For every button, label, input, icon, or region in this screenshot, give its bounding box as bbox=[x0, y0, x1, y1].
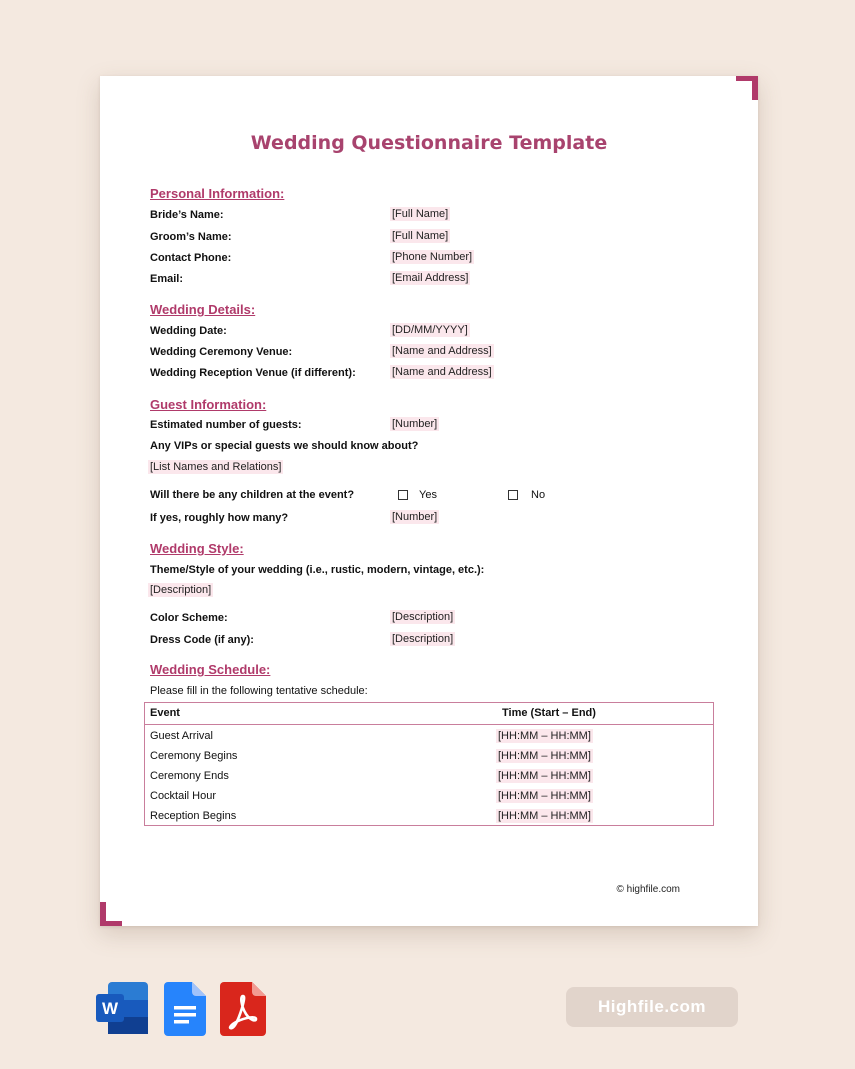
dress-code-field[interactable]: [Description] bbox=[392, 633, 454, 645]
schedule-intro: Please fill in the following tentative schedule: bbox=[150, 685, 368, 697]
reception-venue-label: Wedding Reception Venue (if different): bbox=[150, 367, 356, 379]
theme-field[interactable]: [Description] bbox=[150, 584, 212, 596]
table-row bbox=[145, 766, 713, 786]
yes-label: Yes bbox=[419, 489, 437, 501]
wedding-date-field[interactable]: [DD/MM/YYYY] bbox=[392, 324, 468, 336]
time-field[interactable]: [HH:MM – HH:MM] bbox=[498, 770, 591, 782]
brand-badge: Highfile.com bbox=[566, 987, 738, 1027]
estimated-guests-field[interactable]: [Number] bbox=[392, 418, 438, 430]
wedding-date-label: Wedding Date: bbox=[150, 325, 227, 337]
color-scheme-field[interactable]: [Description] bbox=[392, 611, 454, 623]
time-field[interactable]: [HH:MM – HH:MM] bbox=[498, 750, 591, 762]
dress-code-label: Dress Code (if any): bbox=[150, 634, 254, 646]
table-row bbox=[145, 806, 713, 826]
table-row bbox=[145, 746, 713, 766]
schedule-table bbox=[144, 702, 714, 826]
table-header bbox=[145, 703, 713, 725]
column-header-event: Event bbox=[150, 707, 180, 719]
section-heading-wedding-schedule: Wedding Schedule: bbox=[150, 662, 271, 677]
section-heading-personal: Personal Information: bbox=[150, 186, 285, 201]
color-scheme-label: Color Scheme: bbox=[150, 612, 228, 624]
event-cell: Ceremony Ends bbox=[150, 770, 229, 782]
email-label: Email: bbox=[150, 273, 184, 285]
time-field[interactable]: [HH:MM – HH:MM] bbox=[498, 790, 591, 802]
table-row bbox=[145, 786, 713, 806]
document-page bbox=[100, 76, 758, 926]
reception-venue-field[interactable]: [Name and Address] bbox=[392, 366, 492, 378]
theme-question: Theme/Style of your wedding (i.e., rustic, modern, vintage, etc.): bbox=[150, 564, 485, 576]
word-icon[interactable] bbox=[96, 980, 148, 1036]
event-cell: Reception Begins bbox=[150, 810, 237, 822]
vips-question: Any VIPs or special guests we should know about? bbox=[150, 440, 419, 452]
how-many-children-field[interactable]: [Number] bbox=[392, 511, 438, 523]
document-title: Wedding Questionnaire Template bbox=[250, 132, 608, 154]
ceremony-venue-field[interactable]: [Name and Address] bbox=[392, 345, 492, 357]
section-heading-wedding-details: Wedding Details: bbox=[150, 302, 256, 317]
brides-name-field[interactable]: [Full Name] bbox=[392, 208, 449, 220]
yes-checkbox[interactable] bbox=[398, 490, 408, 500]
time-field[interactable]: [HH:MM – HH:MM] bbox=[498, 810, 591, 822]
corner-decoration-top-right bbox=[736, 76, 758, 100]
how-many-children-label: If yes, roughly how many? bbox=[150, 512, 289, 524]
ceremony-venue-label: Wedding Ceremony Venue: bbox=[150, 346, 293, 358]
section-heading-wedding-style: Wedding Style: bbox=[150, 541, 244, 556]
brides-name-label: Bride’s Name: bbox=[150, 209, 224, 221]
svg-text:W: W bbox=[101, 999, 119, 1018]
pdf-icon[interactable] bbox=[220, 982, 266, 1036]
vips-field[interactable]: [List Names and Relations] bbox=[150, 461, 282, 473]
corner-decoration-bottom-left bbox=[100, 902, 122, 926]
google-docs-icon[interactable] bbox=[164, 982, 206, 1036]
children-question: Will there be any children at the event? bbox=[150, 489, 355, 501]
grooms-name-label: Groom’s Name: bbox=[150, 231, 232, 243]
event-cell: Ceremony Begins bbox=[150, 750, 238, 762]
estimated-guests-label: Estimated number of guests: bbox=[150, 419, 302, 431]
no-checkbox[interactable] bbox=[508, 490, 518, 500]
column-header-time: Time (Start – End) bbox=[502, 707, 596, 719]
grooms-name-field[interactable]: [Full Name] bbox=[392, 230, 449, 242]
contact-phone-label: Contact Phone: bbox=[150, 252, 232, 264]
no-label: No bbox=[531, 489, 546, 501]
event-cell: Guest Arrival bbox=[150, 730, 213, 742]
event-cell: Cocktail Hour bbox=[150, 790, 217, 802]
time-field[interactable]: [HH:MM – HH:MM] bbox=[498, 730, 591, 742]
table-row bbox=[145, 726, 713, 746]
contact-phone-field[interactable]: [Phone Number] bbox=[392, 251, 473, 263]
copyright-text: © highfile.com bbox=[616, 884, 680, 895]
email-field[interactable]: [Email Address] bbox=[392, 272, 469, 284]
section-heading-guest-info: Guest Information: bbox=[150, 397, 267, 412]
